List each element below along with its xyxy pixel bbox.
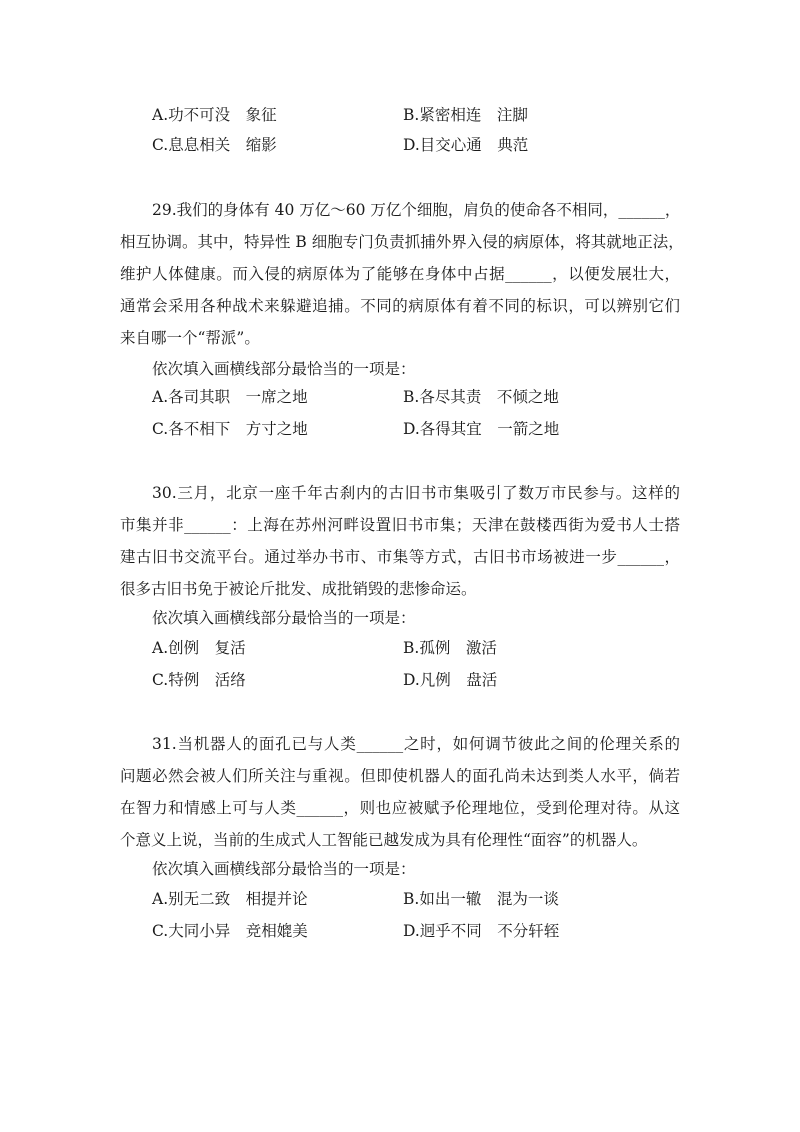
question-stem-line: 29.我们的身体有 40 万亿～60 万亿个细胞，肩负的使命各不相同，______， xyxy=(152,201,681,219)
option-d[interactable]: D.凡例 盘活 xyxy=(403,671,498,689)
question-stem-line: 31.当机器人的面孔已与人类______之时，如何调节彼此之间的伦理关系的 xyxy=(152,735,680,753)
question-stem-line: 很多古旧书免于被论斤批发、成批销毁的悲惨命运。 xyxy=(120,580,477,598)
question-instruction: 依次填入画横线部分最恰当的一项是： xyxy=(152,360,416,378)
option-c[interactable]: C.息息相关 缩影 xyxy=(152,136,277,154)
question-stem-line: 在智力和情感上可与人类______，则也应被赋予伦理地位，受到伦理对待。从这 xyxy=(120,799,680,817)
question-stem-line: 维护人体健康。而入侵的病原体为了能够在身体中占据______，以便发展壮大， xyxy=(120,265,680,283)
option-a[interactable]: A.创例 复活 xyxy=(152,639,246,657)
question-instruction: 依次填入画横线部分最恰当的一项是： xyxy=(152,860,416,878)
question-stem-line: 个意义上说，当前的生成式人工智能已越发成为具有伦理性“面容”的机器人。 xyxy=(120,831,648,849)
question-stem-line: 建古旧书交流平台。通过举办书市、市集等方式，古旧书市场被进一步______， xyxy=(120,548,680,566)
option-b[interactable]: B.紧密相连 注脚 xyxy=(403,106,528,124)
option-c[interactable]: C.大同小异 竞相媲美 xyxy=(152,922,308,940)
question-stem-line: 相互协调。其中，特异性 B 细胞专门负责抓捕外界入侵的病原体，将其就地正法， xyxy=(120,233,684,251)
question-stem-line: 问题必然会被人们所关注与重视。但即使机器人的面孔尚未达到类人水平，倘若 xyxy=(120,767,680,785)
option-a[interactable]: A.别无二致 相提并论 xyxy=(152,890,308,908)
question-stem-line: 通常会采用各种战术来躲避追捕。不同的病原体有着不同的标识，可以辨别它们 xyxy=(120,297,680,315)
question-stem-line: 来自哪一个“帮派”。 xyxy=(120,329,260,347)
option-b[interactable]: B.如出一辙 混为一谈 xyxy=(403,890,559,908)
option-d[interactable]: D.目交心通 典范 xyxy=(403,136,529,154)
question-stem-line: 30.三月，北京一座千年古刹内的古旧书市集吸引了数万市民参与。这样的 xyxy=(152,484,680,502)
option-d[interactable]: D.各得其宜 一箭之地 xyxy=(403,420,560,438)
option-a[interactable]: A.功不可没 象征 xyxy=(152,106,277,124)
question-instruction: 依次填入画横线部分最恰当的一项是： xyxy=(152,609,416,627)
option-c[interactable]: C.各不相下 方寸之地 xyxy=(152,420,308,438)
option-d[interactable]: D.迥乎不同 不分轩轾 xyxy=(403,922,560,940)
option-b[interactable]: B.各尽其责 不倾之地 xyxy=(403,388,559,406)
option-c[interactable]: C.特例 活络 xyxy=(152,671,246,689)
option-a[interactable]: A.各司其职 一席之地 xyxy=(152,388,308,406)
option-b[interactable]: B.孤例 激活 xyxy=(403,639,497,657)
question-stem-line: 市集并非______：上海在苏州河畔设置旧书市集；天津在鼓楼西街为爱书人士搭 xyxy=(120,516,680,534)
